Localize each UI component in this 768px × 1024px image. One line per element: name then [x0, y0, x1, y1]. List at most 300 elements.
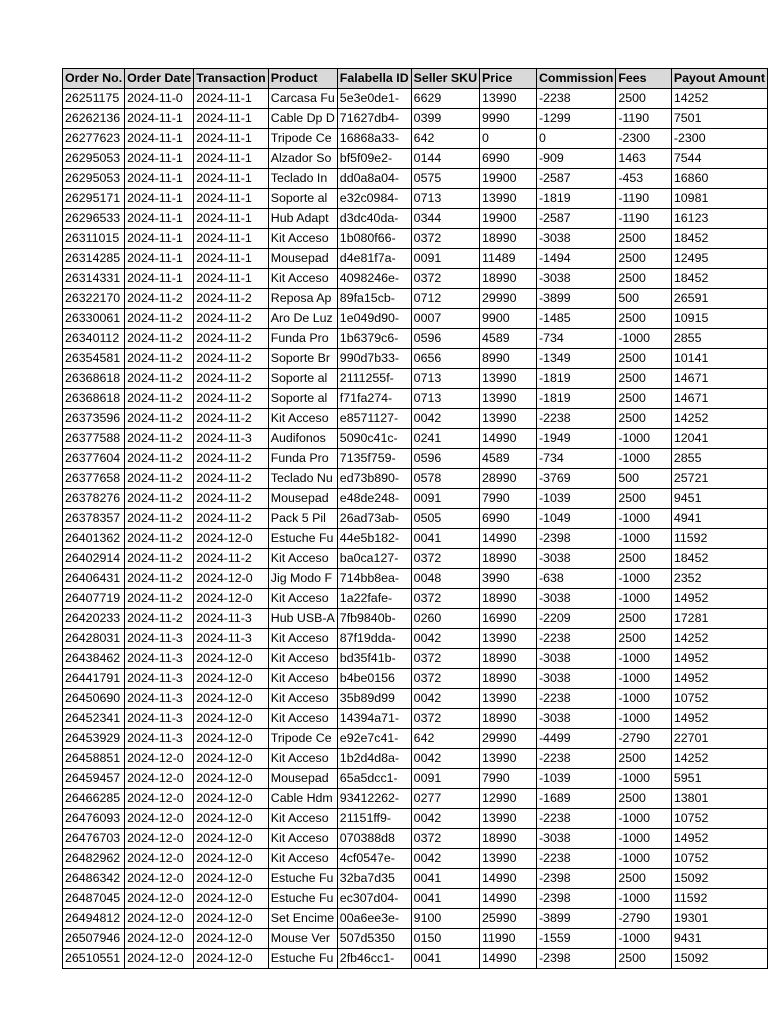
table-cell[interactable]: 18990 — [480, 589, 537, 609]
table-cell[interactable]: 2024-11-2 — [194, 489, 269, 509]
table-cell[interactable]: -1039 — [536, 769, 615, 789]
table-cell[interactable]: -2209 — [536, 609, 615, 629]
table-cell[interactable]: 29990 — [480, 289, 537, 309]
table-cell[interactable]: 0007 — [411, 309, 479, 329]
table-cell[interactable]: 0372 — [411, 269, 479, 289]
table-cell[interactable]: 14952 — [671, 669, 767, 689]
table-cell[interactable]: Kit Acceso — [268, 849, 337, 869]
table-cell[interactable]: 14252 — [671, 749, 767, 769]
table-cell[interactable]: -1000 — [616, 529, 672, 549]
table-cell[interactable]: 26314285 — [63, 249, 125, 269]
table-cell[interactable]: 13990 — [480, 189, 537, 209]
table-cell[interactable]: Kit Acceso — [268, 269, 337, 289]
table-cell[interactable]: -1000 — [616, 849, 672, 869]
table-cell[interactable]: Kit Acceso — [268, 589, 337, 609]
table-cell[interactable]: 13990 — [480, 369, 537, 389]
table-cell[interactable]: Estuche Fu — [268, 529, 337, 549]
table-cell[interactable]: 2024-12-0 — [125, 909, 194, 929]
table-cell[interactable]: -2398 — [536, 529, 615, 549]
table-cell[interactable]: 2024-11-3 — [125, 629, 194, 649]
table-cell[interactable]: -3038 — [536, 669, 615, 689]
table-cell[interactable]: 14252 — [671, 409, 767, 429]
table-cell[interactable]: 2500 — [616, 549, 672, 569]
table-cell[interactable]: 2024-12-0 — [194, 889, 269, 909]
table-cell[interactable]: Soporte al — [268, 369, 337, 389]
table-cell[interactable]: 2024-12-0 — [194, 869, 269, 889]
table-cell[interactable]: 0042 — [411, 689, 479, 709]
table-cell[interactable]: -1000 — [616, 509, 672, 529]
table-cell[interactable]: 2855 — [671, 329, 767, 349]
table-cell[interactable]: 0241 — [411, 429, 479, 449]
table-cell[interactable]: Kit Acceso — [268, 229, 337, 249]
table-cell[interactable]: 2024-11-2 — [194, 289, 269, 309]
table-cell[interactable]: 10752 — [671, 689, 767, 709]
table-cell[interactable]: 26378276 — [63, 489, 125, 509]
table-cell[interactable]: 2500 — [616, 309, 672, 329]
table-cell[interactable]: 12041 — [671, 429, 767, 449]
table-cell[interactable]: -3769 — [536, 469, 615, 489]
header-cell[interactable]: Transaction — [194, 69, 269, 89]
table-cell[interactable]: 26487045 — [63, 889, 125, 909]
table-cell[interactable]: 2024-11-2 — [125, 589, 194, 609]
table-cell[interactable]: -453 — [616, 169, 672, 189]
table-cell[interactable]: Kit Acceso — [268, 829, 337, 849]
table-cell[interactable]: 14952 — [671, 709, 767, 729]
table-cell[interactable]: 14952 — [671, 649, 767, 669]
table-cell[interactable]: 642 — [411, 729, 479, 749]
table-cell[interactable]: -3899 — [536, 289, 615, 309]
table-cell[interactable]: 2352 — [671, 569, 767, 589]
table-cell[interactable]: 3990 — [480, 569, 537, 589]
table-cell[interactable]: 18452 — [671, 269, 767, 289]
table-cell[interactable]: 0091 — [411, 489, 479, 509]
table-cell[interactable]: 4cf0547e- — [337, 849, 411, 869]
table-cell[interactable]: 2024-11-1 — [125, 149, 194, 169]
table-cell[interactable]: 26406431 — [63, 569, 125, 589]
table-cell[interactable]: -2238 — [536, 809, 615, 829]
table-cell[interactable]: 6629 — [411, 89, 479, 109]
table-cell[interactable]: Soporte al — [268, 189, 337, 209]
table-cell[interactable]: 26482962 — [63, 849, 125, 869]
table-cell[interactable]: 2024-11-1 — [125, 209, 194, 229]
table-cell[interactable]: 990d7b33- — [337, 349, 411, 369]
table-cell[interactable]: -1000 — [616, 709, 672, 729]
table-cell[interactable]: -1689 — [536, 789, 615, 809]
table-cell[interactable]: 5090c41c- — [337, 429, 411, 449]
table-cell[interactable]: 26ad73ab- — [337, 509, 411, 529]
table-cell[interactable]: 26458851 — [63, 749, 125, 769]
table-cell[interactable]: 13990 — [480, 389, 537, 409]
table-cell[interactable]: 26476093 — [63, 809, 125, 829]
table-cell[interactable]: 26453929 — [63, 729, 125, 749]
table-cell[interactable]: 2024-11-2 — [194, 469, 269, 489]
table-cell[interactable]: 9431 — [671, 929, 767, 949]
table-cell[interactable]: d4e81f7a- — [337, 249, 411, 269]
table-cell[interactable]: -3038 — [536, 269, 615, 289]
table-cell[interactable]: 2024-12-0 — [194, 769, 269, 789]
table-cell[interactable]: -3038 — [536, 589, 615, 609]
table-cell[interactable]: 26402914 — [63, 549, 125, 569]
table-cell[interactable]: -3038 — [536, 709, 615, 729]
table-cell[interactable]: 26378357 — [63, 509, 125, 529]
table-cell[interactable]: 26377658 — [63, 469, 125, 489]
table-cell[interactable]: Mousepad — [268, 249, 337, 269]
table-cell[interactable]: ec307d04- — [337, 889, 411, 909]
table-cell[interactable]: 0091 — [411, 249, 479, 269]
table-cell[interactable]: Estuche Fu — [268, 889, 337, 909]
table-cell[interactable]: 2024-12-0 — [125, 809, 194, 829]
table-cell[interactable]: 26459457 — [63, 769, 125, 789]
header-cell[interactable]: Payout Amount — [671, 69, 767, 89]
table-cell[interactable]: Cable Hdm — [268, 789, 337, 809]
table-cell[interactable]: 2024-11-2 — [125, 509, 194, 529]
table-cell[interactable]: 0260 — [411, 609, 479, 629]
table-cell[interactable]: 9990 — [480, 109, 537, 129]
table-cell[interactable]: 2024-11-2 — [125, 449, 194, 469]
table-cell[interactable]: 2024-11-1 — [125, 189, 194, 209]
table-cell[interactable]: Tripode Ce — [268, 729, 337, 749]
table-cell[interactable]: 93412262- — [337, 789, 411, 809]
table-cell[interactable]: 2024-11-2 — [194, 389, 269, 409]
table-cell[interactable]: -2398 — [536, 889, 615, 909]
table-cell[interactable]: -2238 — [536, 409, 615, 429]
table-cell[interactable]: 2024-11-2 — [194, 349, 269, 369]
table-cell[interactable]: 1e049d90- — [337, 309, 411, 329]
table-cell[interactable]: 507d5350 — [337, 929, 411, 949]
table-cell[interactable]: -1000 — [616, 809, 672, 829]
table-cell[interactable]: -3038 — [536, 549, 615, 569]
table-cell[interactable]: 2024-11-2 — [125, 609, 194, 629]
table-cell[interactable]: 7544 — [671, 149, 767, 169]
table-cell[interactable]: 26450690 — [63, 689, 125, 709]
table-cell[interactable]: 26486342 — [63, 869, 125, 889]
table-cell[interactable]: -2238 — [536, 89, 615, 109]
table-cell[interactable]: -1000 — [616, 649, 672, 669]
table-cell[interactable]: Kit Acceso — [268, 409, 337, 429]
table-cell[interactable]: 2024-12-0 — [194, 909, 269, 929]
table-cell[interactable]: -2398 — [536, 869, 615, 889]
table-cell[interactable]: 2024-12-0 — [125, 889, 194, 909]
table-cell[interactable]: -2398 — [536, 949, 615, 969]
header-cell[interactable]: Price — [480, 69, 537, 89]
table-cell[interactable]: -1000 — [616, 569, 672, 589]
table-cell[interactable]: 2024-11-2 — [125, 529, 194, 549]
table-cell[interactable]: 26466285 — [63, 789, 125, 809]
table-cell[interactable]: 26407719 — [63, 589, 125, 609]
header-cell[interactable]: Seller SKU — [411, 69, 479, 89]
table-cell[interactable]: 26295053 — [63, 149, 125, 169]
header-cell[interactable]: Commission — [536, 69, 615, 89]
table-cell[interactable]: 2500 — [616, 609, 672, 629]
table-cell[interactable]: 14671 — [671, 369, 767, 389]
table-cell[interactable]: 2500 — [616, 409, 672, 429]
table-cell[interactable]: -909 — [536, 149, 615, 169]
table-cell[interactable]: 4589 — [480, 449, 537, 469]
table-cell[interactable]: 2111255f- — [337, 369, 411, 389]
table-cell[interactable]: -1000 — [616, 669, 672, 689]
table-cell[interactable]: -638 — [536, 569, 615, 589]
table-cell[interactable]: 0150 — [411, 929, 479, 949]
table-cell[interactable]: 2024-12-0 — [194, 589, 269, 609]
header-cell[interactable]: Order Date — [125, 69, 194, 89]
table-cell[interactable]: 1a22fafe- — [337, 589, 411, 609]
table-cell[interactable]: -2790 — [616, 909, 672, 929]
table-cell[interactable]: e92e7c41- — [337, 729, 411, 749]
table-cell[interactable]: 26295053 — [63, 169, 125, 189]
table-cell[interactable]: -1000 — [616, 829, 672, 849]
table-cell[interactable]: 26494812 — [63, 909, 125, 929]
table-cell[interactable]: 2500 — [616, 749, 672, 769]
table-cell[interactable]: 2024-11-1 — [194, 89, 269, 109]
table-cell[interactable]: 2024-11-1 — [194, 209, 269, 229]
table-cell[interactable]: 0372 — [411, 549, 479, 569]
table-cell[interactable]: 0596 — [411, 449, 479, 469]
table-cell[interactable]: 2500 — [616, 629, 672, 649]
table-cell[interactable]: 2024-12-0 — [125, 929, 194, 949]
table-cell[interactable]: 0399 — [411, 109, 479, 129]
table-cell[interactable]: 13990 — [480, 809, 537, 829]
table-cell[interactable]: 26296533 — [63, 209, 125, 229]
table-cell[interactable]: -1000 — [616, 329, 672, 349]
table-cell[interactable]: 13990 — [480, 689, 537, 709]
table-cell[interactable]: 2024-11-2 — [125, 389, 194, 409]
table-cell[interactable]: -1819 — [536, 389, 615, 409]
header-cell[interactable]: Falabella ID — [337, 69, 411, 89]
table-cell[interactable]: 7135f759- — [337, 449, 411, 469]
table-cell[interactable]: b4be0156 — [337, 669, 411, 689]
table-cell[interactable]: 15092 — [671, 869, 767, 889]
table-cell[interactable]: 0713 — [411, 189, 479, 209]
table-cell[interactable]: 26262136 — [63, 109, 125, 129]
table-cell[interactable]: 2024-11-1 — [194, 129, 269, 149]
table-cell[interactable]: 71627db4- — [337, 109, 411, 129]
table-cell[interactable]: Funda Pro — [268, 329, 337, 349]
table-cell[interactable]: 0575 — [411, 169, 479, 189]
table-cell[interactable]: 1b6379c6- — [337, 329, 411, 349]
table-cell[interactable]: 18452 — [671, 549, 767, 569]
table-cell[interactable]: 2024-12-0 — [194, 809, 269, 829]
table-cell[interactable]: 15092 — [671, 949, 767, 969]
table-cell[interactable]: 2024-12-0 — [125, 829, 194, 849]
table-cell[interactable]: -2238 — [536, 749, 615, 769]
table-cell[interactable]: Estuche Fu — [268, 869, 337, 889]
table-cell[interactable]: 2024-11-3 — [125, 729, 194, 749]
table-cell[interactable]: -2790 — [616, 729, 672, 749]
table-cell[interactable]: 65a5dcc1- — [337, 769, 411, 789]
table-cell[interactable]: -734 — [536, 449, 615, 469]
table-cell[interactable]: 0713 — [411, 369, 479, 389]
table-cell[interactable]: 13801 — [671, 789, 767, 809]
table-cell[interactable]: 0041 — [411, 889, 479, 909]
table-cell[interactable]: 26373596 — [63, 409, 125, 429]
table-cell[interactable]: 16860 — [671, 169, 767, 189]
table-cell[interactable]: 14990 — [480, 869, 537, 889]
table-cell[interactable]: 2024-11-3 — [194, 429, 269, 449]
table-cell[interactable]: 2500 — [616, 489, 672, 509]
table-cell[interactable]: 2024-11-1 — [125, 229, 194, 249]
table-cell[interactable]: 26251175 — [63, 89, 125, 109]
table-cell[interactable]: 7990 — [480, 489, 537, 509]
table-cell[interactable]: 0048 — [411, 569, 479, 589]
table-cell[interactable]: 2fb46cc1- — [337, 949, 411, 969]
table-cell[interactable]: 26277623 — [63, 129, 125, 149]
table-cell[interactable]: 0344 — [411, 209, 479, 229]
table-cell[interactable]: 19900 — [480, 169, 537, 189]
table-cell[interactable]: e48de248- — [337, 489, 411, 509]
table-cell[interactable]: 26295171 — [63, 189, 125, 209]
table-cell[interactable]: -1819 — [536, 369, 615, 389]
table-cell[interactable]: Teclado Nu — [268, 469, 337, 489]
table-cell[interactable]: 18990 — [480, 549, 537, 569]
table-cell[interactable]: 9451 — [671, 489, 767, 509]
table-cell[interactable]: 8990 — [480, 349, 537, 369]
table-cell[interactable]: 0041 — [411, 529, 479, 549]
table-cell[interactable]: 2024-12-0 — [125, 749, 194, 769]
table-cell[interactable]: 26368618 — [63, 389, 125, 409]
table-cell[interactable]: 2024-12-0 — [194, 929, 269, 949]
table-cell[interactable]: 00a6ee3e- — [337, 909, 411, 929]
table-cell[interactable]: -1485 — [536, 309, 615, 329]
header-cell[interactable]: Order No. — [63, 69, 125, 89]
table-cell[interactable]: e32c0984- — [337, 189, 411, 209]
table-cell[interactable]: 14394a71- — [337, 709, 411, 729]
table-cell[interactable]: Alzador So — [268, 149, 337, 169]
table-cell[interactable]: e8571127- — [337, 409, 411, 429]
table-cell[interactable]: 14671 — [671, 389, 767, 409]
table-cell[interactable]: 25721 — [671, 469, 767, 489]
table-cell[interactable]: 2024-11-2 — [194, 409, 269, 429]
table-cell[interactable]: 26368618 — [63, 369, 125, 389]
table-cell[interactable]: 2024-11-2 — [194, 449, 269, 469]
table-cell[interactable]: 14252 — [671, 629, 767, 649]
table-cell[interactable]: -3038 — [536, 229, 615, 249]
table-cell[interactable]: 26330061 — [63, 309, 125, 329]
table-cell[interactable]: -1000 — [616, 889, 672, 909]
table-cell[interactable]: Estuche Fu — [268, 949, 337, 969]
table-cell[interactable]: 18990 — [480, 709, 537, 729]
table-cell[interactable]: 0042 — [411, 409, 479, 429]
table-cell[interactable]: 2024-12-0 — [125, 869, 194, 889]
table-cell[interactable]: 10752 — [671, 849, 767, 869]
table-cell[interactable]: 6990 — [480, 509, 537, 529]
table-cell[interactable]: 0091 — [411, 769, 479, 789]
table-cell[interactable]: 18990 — [480, 669, 537, 689]
table-cell[interactable]: Kit Acceso — [268, 629, 337, 649]
table-cell[interactable]: 19301 — [671, 909, 767, 929]
table-cell[interactable]: 0578 — [411, 469, 479, 489]
table-cell[interactable]: -2587 — [536, 169, 615, 189]
table-cell[interactable]: 0041 — [411, 949, 479, 969]
table-cell[interactable]: Reposa Ap — [268, 289, 337, 309]
table-cell[interactable]: 2024-11-2 — [125, 489, 194, 509]
table-cell[interactable]: d3dc40da- — [337, 209, 411, 229]
table-cell[interactable]: ed73b890- — [337, 469, 411, 489]
table-cell[interactable]: 14952 — [671, 589, 767, 609]
table-cell[interactable]: Kit Acceso — [268, 649, 337, 669]
table-cell[interactable]: -1000 — [616, 929, 672, 949]
table-cell[interactable]: Kit Acceso — [268, 749, 337, 769]
table-cell[interactable]: 2024-12-0 — [125, 949, 194, 969]
table-cell[interactable]: -1049 — [536, 509, 615, 529]
table-cell[interactable]: 10915 — [671, 309, 767, 329]
table-cell[interactable]: 7501 — [671, 109, 767, 129]
table-cell[interactable]: Soporte al — [268, 389, 337, 409]
table-cell[interactable]: 26340112 — [63, 329, 125, 349]
table-cell[interactable]: 16868a33- — [337, 129, 411, 149]
table-cell[interactable]: 2024-11-2 — [125, 429, 194, 449]
table-cell[interactable]: 2024-11-1 — [194, 189, 269, 209]
table-cell[interactable]: -1559 — [536, 929, 615, 949]
table-cell[interactable]: 18452 — [671, 229, 767, 249]
table-cell[interactable]: -1819 — [536, 189, 615, 209]
table-cell[interactable]: 14952 — [671, 829, 767, 849]
table-cell[interactable]: 2024-11-1 — [194, 109, 269, 129]
table-cell[interactable]: 0372 — [411, 709, 479, 729]
table-cell[interactable]: 26510551 — [63, 949, 125, 969]
table-cell[interactable]: -3899 — [536, 909, 615, 929]
table-cell[interactable]: Audifonos — [268, 429, 337, 449]
table-cell[interactable]: Hub USB-A — [268, 609, 337, 629]
table-cell[interactable]: 0277 — [411, 789, 479, 809]
table-cell[interactable]: 11489 — [480, 249, 537, 269]
table-cell[interactable]: 26401362 — [63, 529, 125, 549]
table-cell[interactable]: 14990 — [480, 429, 537, 449]
table-cell[interactable]: 2024-11-1 — [125, 109, 194, 129]
table-cell[interactable]: 2024-12-0 — [194, 649, 269, 669]
table-cell[interactable]: Teclado In — [268, 169, 337, 189]
table-cell[interactable]: -1000 — [616, 589, 672, 609]
table-cell[interactable]: 2024-11-2 — [194, 549, 269, 569]
table-cell[interactable]: -1000 — [616, 689, 672, 709]
table-cell[interactable]: 2500 — [616, 389, 672, 409]
table-cell[interactable]: 10141 — [671, 349, 767, 369]
table-cell[interactable]: -4499 — [536, 729, 615, 749]
table-cell[interactable]: -1494 — [536, 249, 615, 269]
table-cell[interactable]: 2024-11-2 — [125, 369, 194, 389]
table-cell[interactable]: 500 — [616, 469, 672, 489]
table-cell[interactable]: 2024-11-3 — [125, 669, 194, 689]
table-cell[interactable]: 89fa15cb- — [337, 289, 411, 309]
table-cell[interactable]: 11592 — [671, 529, 767, 549]
table-cell[interactable]: Cable Dp D — [268, 109, 337, 129]
table-cell[interactable]: -1039 — [536, 489, 615, 509]
table-cell[interactable]: 5e3e0de1- — [337, 89, 411, 109]
table-cell[interactable]: 2024-12-0 — [125, 789, 194, 809]
table-cell[interactable]: 2024-11-1 — [125, 249, 194, 269]
table-cell[interactable]: -3038 — [536, 649, 615, 669]
table-cell[interactable]: 22701 — [671, 729, 767, 749]
table-cell[interactable]: 0042 — [411, 629, 479, 649]
table-cell[interactable]: 2500 — [616, 349, 672, 369]
table-cell[interactable]: Kit Acceso — [268, 709, 337, 729]
table-cell[interactable]: 2024-11-1 — [194, 229, 269, 249]
table-cell[interactable]: Mouse Ver — [268, 929, 337, 949]
table-cell[interactable]: 2024-11-1 — [194, 249, 269, 269]
table-cell[interactable]: 0712 — [411, 289, 479, 309]
table-cell[interactable]: 2500 — [616, 789, 672, 809]
table-cell[interactable]: 16123 — [671, 209, 767, 229]
table-cell[interactable]: 0042 — [411, 749, 479, 769]
table-cell[interactable]: 642 — [411, 129, 479, 149]
table-cell[interactable]: 21151ff9- — [337, 809, 411, 829]
table-cell[interactable]: 2024-11-1 — [125, 129, 194, 149]
table-cell[interactable]: 17281 — [671, 609, 767, 629]
table-cell[interactable]: 2500 — [616, 89, 672, 109]
table-cell[interactable]: 0713 — [411, 389, 479, 409]
table-cell[interactable]: 1b080f66- — [337, 229, 411, 249]
table-cell[interactable]: 2024-11-2 — [125, 309, 194, 329]
table-cell[interactable]: 2024-11-2 — [125, 289, 194, 309]
